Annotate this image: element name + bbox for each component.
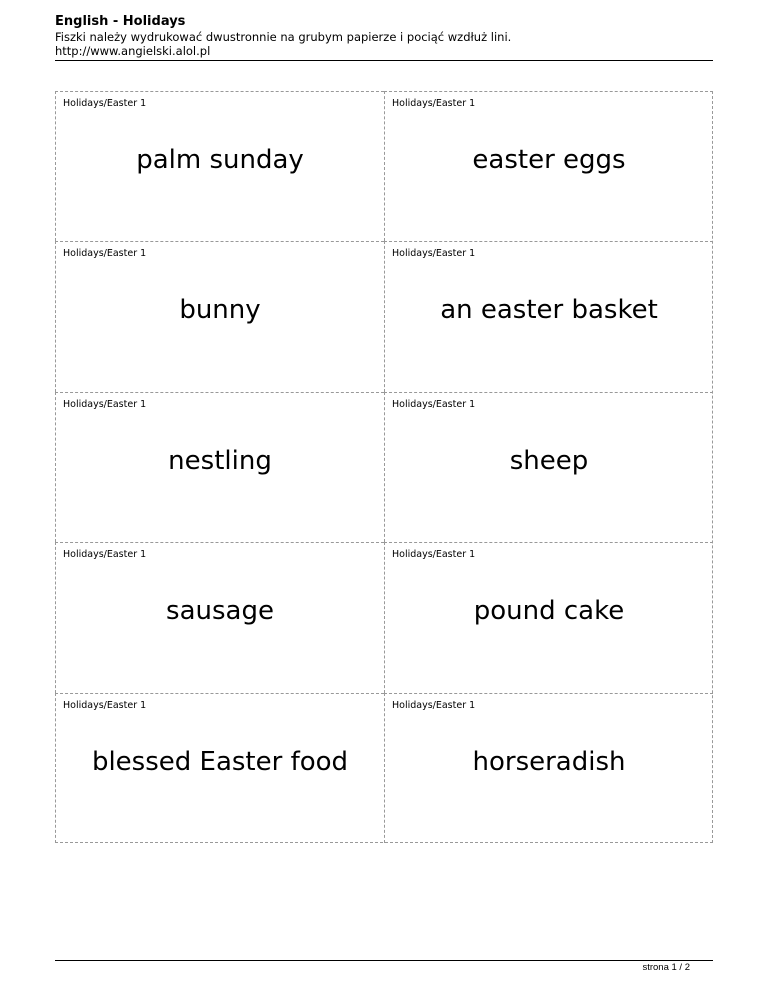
card-word: sausage: [166, 596, 274, 627]
card-category: Holidays/Easter 1: [63, 699, 147, 711]
flashcard: [384, 241, 713, 391]
card-word: palm sunday: [136, 145, 304, 175]
card-category: Holidays/Easter 1: [63, 248, 147, 260]
card-word: sheep: [509, 445, 589, 476]
flashcard: [384, 392, 713, 542]
flashcard: [384, 542, 713, 692]
card-category: Holidays/Easter 1: [392, 699, 476, 711]
footer-divider: [55, 960, 713, 961]
site-url: http://www.angielski.alol.pl: [55, 44, 211, 58]
card-category: Holidays/Easter 1: [63, 98, 147, 109]
card-category: Holidays/Easter 1: [392, 398, 476, 410]
card-word: horseradish: [472, 746, 626, 777]
header-divider: [55, 60, 713, 61]
flashcard-grid: [55, 91, 713, 843]
page-number: strona 1 / 2: [642, 962, 690, 973]
flashcard: [55, 693, 384, 843]
card-word: nestling: [168, 445, 272, 476]
page-header: [55, 14, 713, 58]
card-word: blessed Easter food: [91, 746, 349, 777]
instructions-text: Fiszki należy wydrukować dwustronnie na grubym papierze i pociąć wzdłuż lini.: [55, 30, 512, 44]
flashcard: [384, 91, 713, 241]
document-title: English - Holidays: [55, 14, 186, 29]
flashcard: [55, 91, 384, 241]
flashcard: [55, 392, 384, 542]
card-category: Holidays/Easter 1: [63, 398, 147, 410]
flashcard: [55, 542, 384, 692]
card-category: Holidays/Easter 1: [392, 248, 476, 260]
flashcard: [384, 693, 713, 843]
card-word: an easter basket: [440, 295, 658, 326]
flashcard: [55, 241, 384, 391]
card-category: Holidays/Easter 1: [392, 549, 476, 561]
card-word: easter eggs: [472, 145, 626, 175]
card-word: pound cake: [473, 596, 625, 627]
card-word: bunny: [179, 295, 261, 326]
card-category: Holidays/Easter 1: [392, 98, 476, 109]
card-category: Holidays/Easter 1: [63, 549, 147, 561]
